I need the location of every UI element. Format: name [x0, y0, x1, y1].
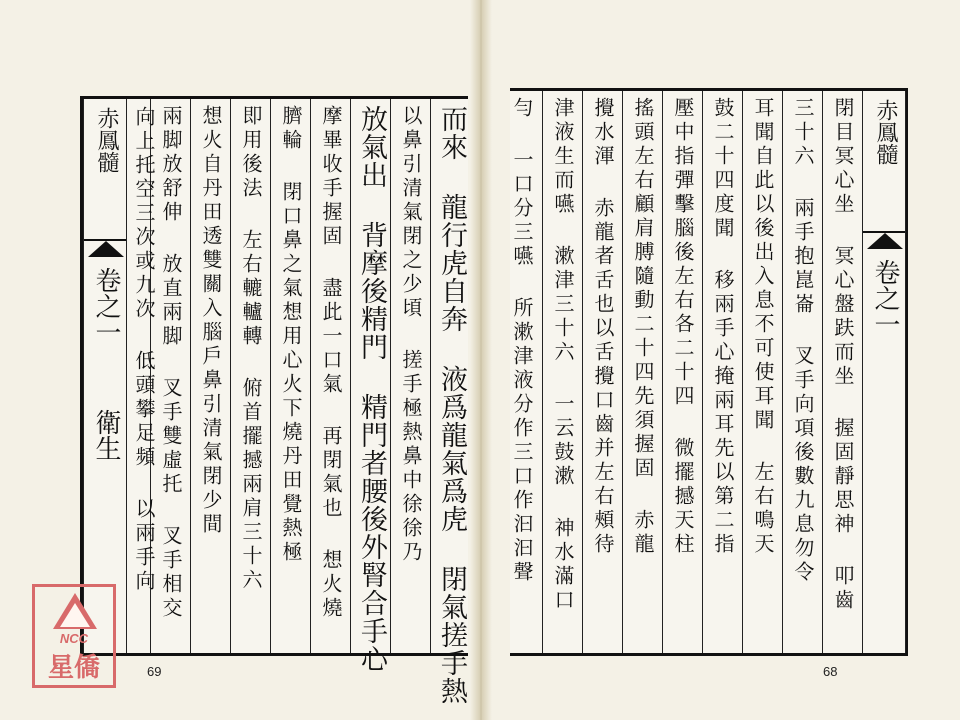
triangle-inner-icon — [60, 603, 90, 627]
stamp-ncc-text: NCC — [59, 631, 89, 646]
book-title: 赤鳳髓 — [94, 107, 119, 173]
text-column — [190, 99, 230, 653]
column-text: 即用後法 左右轆轤轉 俯首擺撼兩肩三十六 — [239, 105, 263, 593]
column-text: 鼓二十四度聞 移兩手心掩兩耳先以第二指 — [711, 97, 735, 557]
column-text: 臍輪 閉口鼻之氣想用心火下燒丹田覺熱極 — [279, 105, 303, 565]
column-text: 以鼻引清氣閉之少頃 搓手極熱鼻中徐徐乃 — [399, 105, 423, 565]
margin-strip — [83, 99, 127, 653]
column-text: 津液生而嚥 漱津三十六 一云鼓漱 神水滿口 — [551, 97, 575, 613]
text-column — [350, 99, 390, 673]
column-text: 向上托空三次或九次 低頭攀足頻 以兩手向 — [132, 106, 156, 594]
text-column — [502, 91, 542, 653]
column-text: 勻 一口分三嚥 所漱津液分作三口作汩汩聲 — [510, 97, 534, 585]
strip-wedge-icon — [88, 241, 124, 257]
text-column — [622, 91, 662, 653]
text-column — [124, 100, 164, 652]
column-text: 兩脚放舒伸 放直兩脚 叉手雙虛托 叉手相交 — [159, 105, 183, 621]
column-text: 想火自丹田透雙關入腦戶鼻引清氣閉少間 — [199, 105, 223, 537]
text-column — [742, 91, 782, 653]
column-text: 而來 龍行虎自奔 液爲龍氣爲虎 閉氣搓手熱 — [436, 105, 467, 705]
text-column — [310, 99, 350, 653]
margin-strip — [862, 91, 906, 653]
page-number: 68 — [823, 664, 838, 679]
column-text: 三十六 兩手抱崑崙 叉手向項後數九息勿令 — [791, 97, 815, 585]
text-column — [822, 91, 862, 653]
text-column — [430, 99, 470, 705]
right-text-frame — [510, 88, 908, 656]
text-column — [662, 91, 702, 653]
column-text: 摩畢收手握固 盡此一口氣 再閉氣也 想火燒 — [319, 105, 343, 621]
text-column — [782, 91, 822, 653]
text-column — [582, 91, 622, 653]
chapter-label: 卷之一 — [91, 267, 121, 345]
column-text: 耳聞自此以後出入息不可使耳聞 左右鳴天 — [751, 97, 775, 557]
text-column — [390, 99, 430, 653]
book-gutter — [470, 0, 492, 720]
text-column — [542, 91, 582, 653]
column-text: 攪水渾 赤龍者舌也以舌攪口齒并左右頰待 — [591, 97, 615, 557]
stamp-name-text: 星僑 — [47, 652, 100, 682]
ncc-seal-stamp — [32, 584, 116, 688]
strip-wedge-icon — [867, 233, 903, 249]
text-column — [702, 91, 742, 653]
column-text: 放氣出 背摩後精門 精門者腰後外腎合手心 — [356, 105, 387, 673]
chapter-label: 卷之一 — [870, 259, 900, 337]
page-number: 69 — [147, 664, 162, 679]
book-title: 赤鳳髓 — [873, 99, 898, 165]
section-label: 衛生 — [91, 409, 121, 461]
column-text: 閉目冥心坐 冥心盤趺而坐 握固靜思神 叩齒 — [831, 97, 855, 613]
column-text: 壓中指彈擊腦後左右各二十四 微擺撼天柱 — [671, 97, 695, 557]
column-text: 搖頭左右顧肩膊隨動二十四先須握固 赤龍 — [631, 97, 655, 557]
text-column — [230, 99, 270, 653]
text-column — [270, 99, 310, 653]
